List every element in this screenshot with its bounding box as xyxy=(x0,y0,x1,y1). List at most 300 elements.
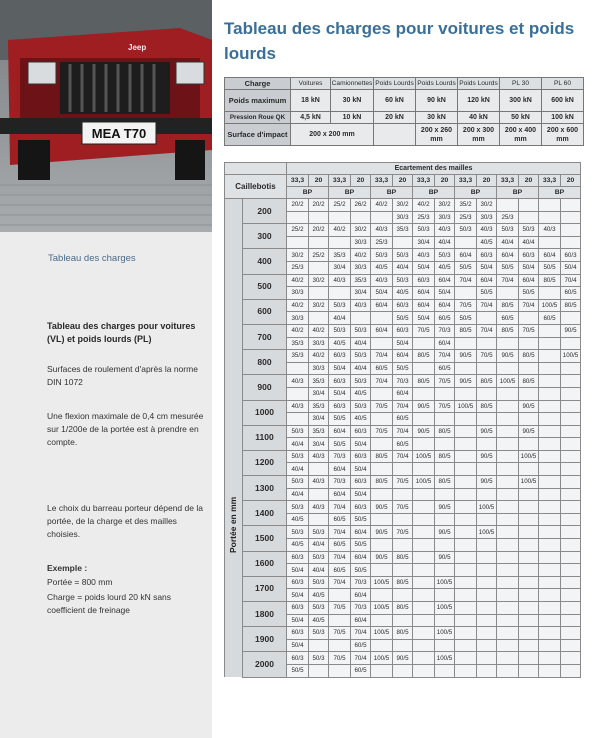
span-value: 700 xyxy=(243,324,287,349)
load-cell xyxy=(455,627,477,640)
load-cell xyxy=(497,463,519,476)
load-cell xyxy=(455,488,477,501)
load-cell: 50/5 xyxy=(351,564,371,577)
load-cell: 70/5 xyxy=(393,476,413,489)
load-cell xyxy=(371,614,393,627)
load-cell: 50/5 xyxy=(329,413,351,426)
load-cell xyxy=(497,627,519,640)
load-cell: 50/4 xyxy=(287,614,309,627)
load-cell: 80/5 xyxy=(371,450,393,463)
load-cell: 70/3 xyxy=(351,602,371,615)
load-cell xyxy=(539,564,561,577)
pression-value: 20 kN xyxy=(374,112,416,124)
poids-value: 30 kN xyxy=(331,90,374,112)
load-cell xyxy=(435,639,455,652)
load-cell xyxy=(519,337,539,350)
load-cell: 90/5 xyxy=(435,551,455,564)
load-cell xyxy=(371,664,393,677)
table-row xyxy=(225,576,581,589)
load-cell: 40/4 xyxy=(519,236,539,249)
load-cell xyxy=(413,539,435,552)
load-cell xyxy=(455,513,477,526)
load-cell xyxy=(561,576,581,589)
load-cell xyxy=(477,652,497,665)
load-cell: 30/4 xyxy=(329,261,351,274)
load-cell xyxy=(413,614,435,627)
load-cell xyxy=(539,350,561,363)
load-cell: 80/5 xyxy=(435,476,455,489)
load-cell: 80/5 xyxy=(477,400,497,413)
load-cell: 40/5 xyxy=(477,236,497,249)
span-value: 600 xyxy=(243,299,287,324)
load-cell: 70/5 xyxy=(477,350,497,363)
load-cell: 50/5 xyxy=(497,261,519,274)
table-row xyxy=(225,224,581,237)
load-cell: 60/5 xyxy=(497,312,519,325)
load-cell xyxy=(539,375,561,388)
poids-value: 90 kN xyxy=(416,90,458,112)
load-cell: 90/5 xyxy=(413,400,435,413)
load-cell: 50/3 xyxy=(351,400,371,413)
load-cell xyxy=(413,564,435,577)
load-cell xyxy=(413,652,435,665)
load-cell: 70/4 xyxy=(351,627,371,640)
surface-value xyxy=(374,124,416,146)
load-cell: 100/5 xyxy=(519,476,539,489)
load-cell: 30/2 xyxy=(393,199,413,212)
load-cell: 60/3 xyxy=(351,450,371,463)
load-cell: 70/5 xyxy=(329,627,351,640)
load-cell xyxy=(371,513,393,526)
load-cell: 60/5 xyxy=(351,639,371,652)
load-cell: 70/4 xyxy=(329,551,351,564)
load-cell xyxy=(309,513,329,526)
load-cell xyxy=(519,199,539,212)
load-cell xyxy=(497,501,519,514)
load-cell: 60/4 xyxy=(497,249,519,262)
load-cell: 70/5 xyxy=(435,375,455,388)
load-cell xyxy=(329,287,351,300)
load-cell: 40/4 xyxy=(351,337,371,350)
brand-logo: Jeep xyxy=(128,43,147,52)
load-cell: 30/4 xyxy=(413,236,435,249)
load-cell: 60/4 xyxy=(435,299,455,312)
load-cell xyxy=(455,576,477,589)
vehicle-header: PL 60 xyxy=(542,78,584,90)
load-cell: 80/5 xyxy=(393,576,413,589)
load-cell xyxy=(309,488,329,501)
load-cell xyxy=(539,450,561,463)
table-row xyxy=(225,526,581,539)
load-cell: 30/3 xyxy=(309,337,329,350)
load-cell xyxy=(435,513,455,526)
load-cell xyxy=(413,664,435,677)
load-cell xyxy=(435,614,455,627)
load-cell: 40/2 xyxy=(329,224,351,237)
load-cell: 40/3 xyxy=(309,501,329,514)
load-cell xyxy=(477,362,497,375)
load-cell xyxy=(539,438,561,451)
load-cell: 60/4 xyxy=(351,614,371,627)
load-cell xyxy=(477,551,497,564)
load-cell xyxy=(561,413,581,426)
load-cell xyxy=(393,488,413,501)
load-cell: 40/4 xyxy=(329,312,351,325)
load-cell xyxy=(435,564,455,577)
load-cell xyxy=(497,287,519,300)
load-cell: 90/5 xyxy=(561,324,581,337)
load-cell: 70/4 xyxy=(497,274,519,287)
poids-value: 600 kN xyxy=(542,90,584,112)
load-cell: 40/2 xyxy=(351,249,371,262)
load-cell: 50/5 xyxy=(393,362,413,375)
load-cell: 100/5 xyxy=(561,350,581,363)
load-cell xyxy=(413,639,435,652)
load-cell: 70/3 xyxy=(329,450,351,463)
load-cell xyxy=(455,526,477,539)
load-cell xyxy=(497,551,519,564)
load-cell: 50/4 xyxy=(351,463,371,476)
sidebar-norm-text: Surfaces de roulement d'après la norme DIN 1072 xyxy=(47,364,198,387)
load-cell xyxy=(519,513,539,526)
load-cell: 60/4 xyxy=(371,299,393,312)
load-cell xyxy=(561,627,581,640)
load-cell: 90/5 xyxy=(435,526,455,539)
load-cell: 35/3 xyxy=(309,425,329,438)
load-cell xyxy=(539,602,561,615)
bp-header: BP xyxy=(413,187,455,199)
load-cell xyxy=(435,664,455,677)
load-cell xyxy=(519,438,539,451)
load-cell: 50/3 xyxy=(351,375,371,388)
load-cell xyxy=(413,337,435,350)
load-cell xyxy=(413,463,435,476)
load-cell: 60/3 xyxy=(413,274,435,287)
load-cell xyxy=(561,602,581,615)
load-cell: 50/4 xyxy=(351,438,371,451)
load-cell: 35/3 xyxy=(287,337,309,350)
load-cell xyxy=(519,564,539,577)
load-cell: 40/3 xyxy=(435,224,455,237)
load-cell: 60/4 xyxy=(393,387,413,400)
load-cell: 60/3 xyxy=(561,249,581,262)
load-cell xyxy=(497,199,519,212)
load-cell xyxy=(371,564,393,577)
load-cell xyxy=(519,652,539,665)
load-cell xyxy=(413,413,435,426)
load-cell xyxy=(497,425,519,438)
load-cell: 30/2 xyxy=(477,199,497,212)
load-cell: 50/3 xyxy=(371,249,393,262)
mesh-size-header: 33,3 xyxy=(287,175,309,187)
load-cell xyxy=(497,652,519,665)
load-cell: 50/4 xyxy=(329,387,351,400)
surface-value: 200 x 200 mm xyxy=(291,124,374,146)
load-cell: 35/3 xyxy=(287,350,309,363)
load-cell xyxy=(561,513,581,526)
load-cell: 50/3 xyxy=(309,551,329,564)
load-cell: 60/4 xyxy=(351,526,371,539)
load-cell: 100/5 xyxy=(519,450,539,463)
load-cell xyxy=(519,551,539,564)
load-cell xyxy=(371,589,393,602)
load-cell xyxy=(561,312,581,325)
load-cell xyxy=(287,387,309,400)
load-cell xyxy=(393,664,413,677)
load-cell: 25/3 xyxy=(371,236,393,249)
load-cell xyxy=(561,501,581,514)
load-cell: 30/2 xyxy=(351,224,371,237)
load-cell xyxy=(519,526,539,539)
example-load: Charge = poids lourd 20 kN sans coefficient de freinage xyxy=(47,592,172,615)
load-cell: 40/2 xyxy=(371,199,393,212)
load-cell: 50/3 xyxy=(309,576,329,589)
load-cell: 60/4 xyxy=(477,274,497,287)
load-cell: 80/5 xyxy=(371,476,393,489)
load-cell xyxy=(455,639,477,652)
load-cell: 60/3 xyxy=(351,425,371,438)
load-cell: 70/5 xyxy=(329,652,351,665)
load-cell: 60/4 xyxy=(351,589,371,602)
load-cell xyxy=(413,438,435,451)
load-cell: 80/5 xyxy=(393,551,413,564)
load-cell xyxy=(477,576,497,589)
load-cell xyxy=(477,639,497,652)
load-cell: 60/5 xyxy=(351,664,371,677)
photo-caption: Tableau des charges xyxy=(48,253,136,264)
load-cell: 60/4 xyxy=(413,287,435,300)
mesh-size-header: 20 xyxy=(309,175,329,187)
load-cell xyxy=(455,614,477,627)
load-cell xyxy=(413,513,435,526)
load-cell: 60/3 xyxy=(393,324,413,337)
load-cell: 50/4 xyxy=(435,287,455,300)
load-cell: 26/2 xyxy=(351,199,371,212)
load-cell: 70/4 xyxy=(435,350,455,363)
load-cell: 50/5 xyxy=(393,312,413,325)
load-cell: 50/4 xyxy=(287,589,309,602)
load-cell xyxy=(455,652,477,665)
load-cell: 40/3 xyxy=(351,299,371,312)
load-cell: 30/3 xyxy=(393,211,413,224)
mesh-size-header: 20 xyxy=(393,175,413,187)
load-cell: 70/5 xyxy=(371,400,393,413)
load-cell: 60/5 xyxy=(329,539,351,552)
load-cell: 20/2 xyxy=(309,199,329,212)
load-cell: 60/4 xyxy=(539,249,561,262)
mesh-size-header: 20 xyxy=(519,175,539,187)
load-cell: 90/5 xyxy=(435,501,455,514)
load-cell: 100/5 xyxy=(435,652,455,665)
load-cell xyxy=(497,664,519,677)
load-cell: 30/2 xyxy=(287,249,309,262)
load-cell xyxy=(497,400,519,413)
row-label-poids: Poids maximum xyxy=(225,90,291,112)
load-cell: 70/5 xyxy=(413,324,435,337)
load-cell xyxy=(455,362,477,375)
load-cell xyxy=(561,551,581,564)
axis-cell xyxy=(225,274,243,299)
load-cell xyxy=(539,627,561,640)
load-cell: 70/4 xyxy=(519,299,539,312)
load-cell: 50/3 xyxy=(455,224,477,237)
load-cell: 35/3 xyxy=(329,249,351,262)
load-cell xyxy=(393,463,413,476)
load-cell xyxy=(539,501,561,514)
bp-header: BP xyxy=(497,187,539,199)
load-cell: 70/4 xyxy=(329,501,351,514)
load-cell xyxy=(519,614,539,627)
sidebar-choice-text: Le choix du barreau porteur dépend de la portée, de la charge et des mailles choisies. xyxy=(47,503,203,539)
load-cell xyxy=(371,387,393,400)
load-cell: 80/5 xyxy=(435,425,455,438)
load-cell xyxy=(539,488,561,501)
load-cell: 90/5 xyxy=(477,450,497,463)
load-cell: 40/2 xyxy=(287,299,309,312)
mesh-size-header: 33,3 xyxy=(497,175,519,187)
load-cell: 40/2 xyxy=(287,324,309,337)
load-cell: 60/5 xyxy=(435,312,455,325)
load-cell: 35/3 xyxy=(351,274,371,287)
load-cell xyxy=(519,413,539,426)
load-cell xyxy=(435,589,455,602)
axis-cell xyxy=(225,224,243,249)
load-cell xyxy=(455,602,477,615)
load-cell: 100/5 xyxy=(435,627,455,640)
load-cell: 70/3 xyxy=(351,576,371,589)
load-cell xyxy=(309,664,329,677)
load-cell xyxy=(477,602,497,615)
load-cell xyxy=(497,362,519,375)
load-cell xyxy=(393,564,413,577)
load-cell: 80/5 xyxy=(497,299,519,312)
load-cell xyxy=(309,261,329,274)
load-cell xyxy=(561,526,581,539)
load-cell xyxy=(393,589,413,602)
load-cell xyxy=(497,564,519,577)
load-cell: 80/5 xyxy=(413,375,435,388)
load-cell xyxy=(561,438,581,451)
load-cell: 50/3 xyxy=(309,526,329,539)
load-cell: 30/3 xyxy=(351,261,371,274)
load-cell: 90/5 xyxy=(371,526,393,539)
load-grid xyxy=(224,162,581,678)
poids-value: 18 kN xyxy=(291,90,331,112)
bp-header: BP xyxy=(287,187,329,199)
load-cell xyxy=(393,236,413,249)
load-cell: 30/3 xyxy=(287,312,309,325)
load-cell xyxy=(519,639,539,652)
load-cell: 60/3 xyxy=(287,652,309,665)
table-row xyxy=(225,450,581,463)
load-cell: 50/5 xyxy=(519,287,539,300)
load-cell: 40/3 xyxy=(287,400,309,413)
load-cell: 50/3 xyxy=(393,249,413,262)
load-cell: 30/3 xyxy=(351,236,371,249)
load-cell xyxy=(497,413,519,426)
load-cell xyxy=(519,488,539,501)
load-cell xyxy=(497,387,519,400)
load-cell xyxy=(371,539,393,552)
load-cell: 50/5 xyxy=(287,664,309,677)
load-cell xyxy=(497,602,519,615)
load-cell xyxy=(519,602,539,615)
load-cell xyxy=(329,211,351,224)
load-cell: 60/4 xyxy=(371,324,393,337)
load-cell: 70/4 xyxy=(561,274,581,287)
load-cell: 40/5 xyxy=(393,287,413,300)
load-cell: 70/4 xyxy=(455,274,477,287)
load-cell: 80/5 xyxy=(413,350,435,363)
surface-value: 200 x 300 mm xyxy=(458,124,500,146)
load-cell: 70/4 xyxy=(371,350,393,363)
span-value: 1500 xyxy=(243,526,287,551)
load-cell: 40/5 xyxy=(287,539,309,552)
load-cell xyxy=(371,488,393,501)
load-cell: 50/5 xyxy=(455,261,477,274)
load-cell: 60/3 xyxy=(351,501,371,514)
load-cell: 40/3 xyxy=(371,224,393,237)
load-cell: 100/5 xyxy=(477,526,497,539)
table-row xyxy=(225,400,581,413)
mesh-size-header: 33,3 xyxy=(455,175,477,187)
load-cell: 50/3 xyxy=(287,501,309,514)
poids-value: 60 kN xyxy=(374,90,416,112)
load-cell: 30/3 xyxy=(309,362,329,375)
span-value: 2000 xyxy=(243,652,287,677)
load-cell: 50/3 xyxy=(351,324,371,337)
load-cell: 40/5 xyxy=(435,261,455,274)
load-cell: 70/4 xyxy=(329,526,351,539)
load-cell: 40/4 xyxy=(287,463,309,476)
mesh-size-header: 33,3 xyxy=(371,175,393,187)
load-cell: 40/3 xyxy=(413,249,435,262)
load-cell: 40/2 xyxy=(309,324,329,337)
load-cell xyxy=(539,476,561,489)
load-cell: 50/4 xyxy=(351,488,371,501)
load-cell xyxy=(497,614,519,627)
load-cell xyxy=(477,413,497,426)
load-cell: 50/4 xyxy=(371,287,393,300)
load-cell: 50/3 xyxy=(435,249,455,262)
load-cell: 50/3 xyxy=(309,652,329,665)
load-cell: 80/5 xyxy=(477,375,497,388)
load-cell: 35/2 xyxy=(455,199,477,212)
load-cell xyxy=(309,236,329,249)
axis-cell xyxy=(225,299,243,324)
load-cell: 50/3 xyxy=(309,627,329,640)
load-cell: 70/4 xyxy=(351,652,371,665)
load-cell xyxy=(519,501,539,514)
table-row xyxy=(225,375,581,388)
load-cell xyxy=(539,387,561,400)
load-cell xyxy=(519,627,539,640)
table-row xyxy=(225,501,581,514)
load-cell: 40/4 xyxy=(393,261,413,274)
load-cell: 40/4 xyxy=(435,236,455,249)
load-cell xyxy=(435,413,455,426)
table-row xyxy=(225,350,581,363)
load-cell: 50/3 xyxy=(393,274,413,287)
load-cell: 90/5 xyxy=(371,501,393,514)
load-cell: 50/4 xyxy=(477,261,497,274)
load-cell xyxy=(497,539,519,552)
load-cell xyxy=(561,375,581,388)
load-cell: 40/2 xyxy=(309,350,329,363)
load-cell: 50/5 xyxy=(351,513,371,526)
load-cell xyxy=(287,362,309,375)
load-cell: 60/5 xyxy=(561,287,581,300)
